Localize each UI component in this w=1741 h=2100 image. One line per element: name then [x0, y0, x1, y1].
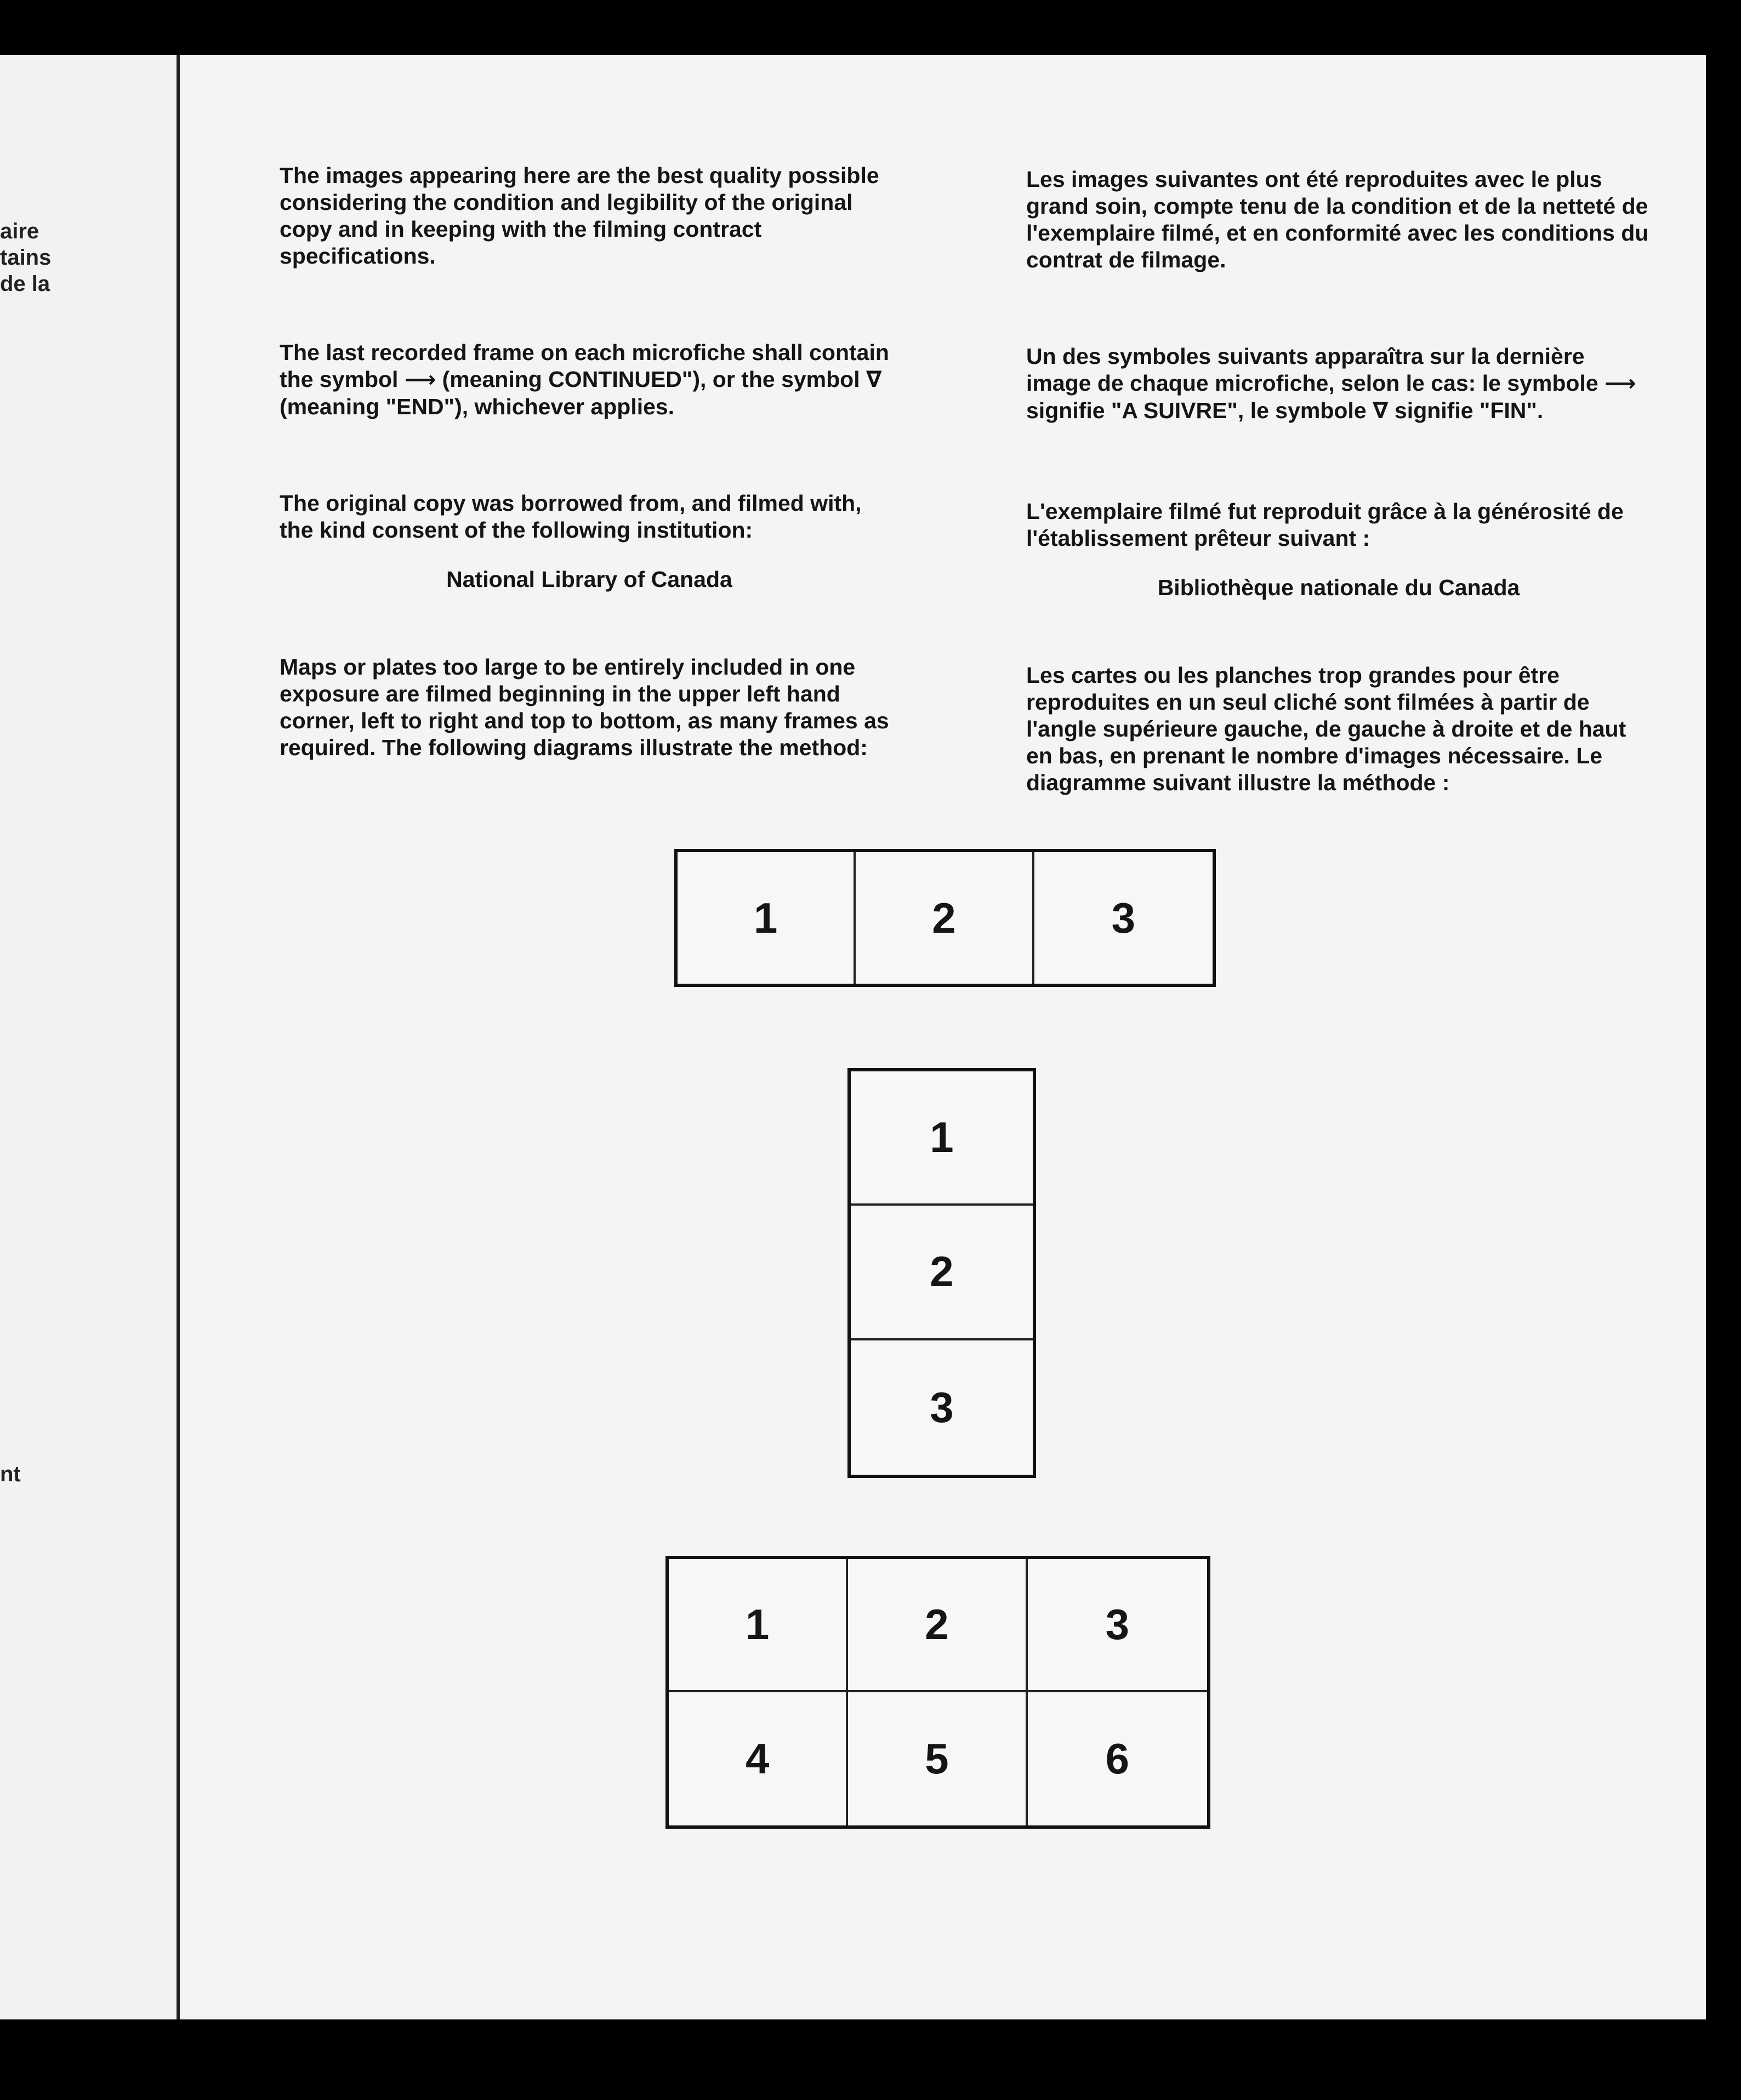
english-symbols-text — [280, 339, 899, 420]
edge-fragment: nt — [0, 1462, 21, 1486]
frame-cell: 3 — [1111, 893, 1136, 942]
frame-cell: 2 — [856, 852, 1034, 984]
english-paragraph-source — [280, 467, 899, 615]
edge-fragment: tains — [0, 246, 52, 270]
edge-fragment: aire — [0, 219, 39, 243]
frame-cell: 5 — [848, 1692, 1027, 1825]
french-symbols-text — [1026, 343, 1651, 424]
frame-cell: 3 — [930, 1383, 954, 1431]
french-quality-text: Les images suivantes ont été reproduites avec le plus grand soin, compte tenu de la condition et de la netteté de l'exemplaire filmé, et en conformité avec les conditions du contrat de filmage. — [1026, 167, 1649, 272]
french-maps-text: Les cartes ou les planches trop grandes pour être reproduites en un seul cliché sont filmées à partir de l'angle supérieure gauche, de gauche à droite et de haut en bas, en prenant le nombre d'images nécessaire. Le diagramme suivant illustre la méthode : — [1026, 663, 1626, 795]
english-symbols-end: (meaning "END"), whichever applies. — [280, 394, 675, 419]
diagram-horizontal-frames — [674, 849, 1216, 987]
english-symbols-mid: (meaning CONTINUED"), or the symbol — [436, 367, 866, 392]
frame-cell: 2 — [848, 1559, 1027, 1692]
english-quality-text: The images appearing here are the best quality possible considering the condition and legibility of the original copy and in keeping with the filming contract specifications. — [280, 163, 879, 269]
english-symbols-lead: The last recorded frame on each microfiche shall contain the symbol — [280, 340, 889, 392]
frame-cell: 1 — [678, 852, 856, 984]
english-institution: National Library of Canada — [446, 567, 732, 592]
continued-arrow-icon: ⟶ — [404, 368, 436, 392]
edge-fragment: de la — [0, 272, 50, 296]
english-maps-text: Maps or plates too large to be entirely included in one exposure are filmed beginning in the upper left hand corner, left to right and top to bottom, as many frames as required. The following diagrams illustrate the method: — [280, 654, 889, 760]
french-paragraph-maps — [1026, 640, 1651, 819]
english-paragraph-quality — [280, 140, 899, 292]
french-symbols-end: signifie "FIN". — [1388, 398, 1544, 423]
frame-cell: 4 — [669, 1692, 848, 1825]
frame-cell: 3 — [1028, 1559, 1207, 1692]
french-source-text: L'exemplaire filmé fut reproduit grâce à la générosité de l'établissement prêteur suivant : — [1026, 499, 1624, 551]
diagram-grid-frames — [665, 1556, 1210, 1829]
french-institution: Bibliothèque nationale du Canada — [1157, 575, 1520, 600]
diagram-vertical-frames — [847, 1068, 1036, 1478]
end-triangle-icon: ∇ — [1373, 398, 1389, 423]
english-paragraph-maps — [280, 631, 899, 784]
continued-arrow-icon: ⟶ — [1605, 372, 1636, 396]
french-symbols-lead: Un des symboles suivants apparaîtra sur la dernière image de chaque microfiche, selon le cas: le symbole — [1026, 344, 1605, 396]
frame-cell: 6 — [1105, 1734, 1130, 1783]
french-paragraph-quality — [1026, 144, 1651, 296]
english-paragraph-symbols — [280, 317, 899, 443]
frame-cell: 1 — [669, 1559, 848, 1692]
end-triangle-icon: ∇ — [866, 367, 882, 392]
english-source-text: The original copy was borrowed from, and filmed with, the kind consent of the following institution: — [280, 490, 862, 543]
french-symbols-mid: signifie "A SUIVRE", le symbole — [1026, 398, 1373, 423]
frame-cell: 2 — [851, 1206, 1033, 1340]
frame-cell: 1 — [851, 1071, 1033, 1206]
french-paragraph-source — [1026, 476, 1651, 624]
adjacent-page-edge — [0, 55, 180, 2019]
french-paragraph-symbols — [1026, 321, 1651, 447]
